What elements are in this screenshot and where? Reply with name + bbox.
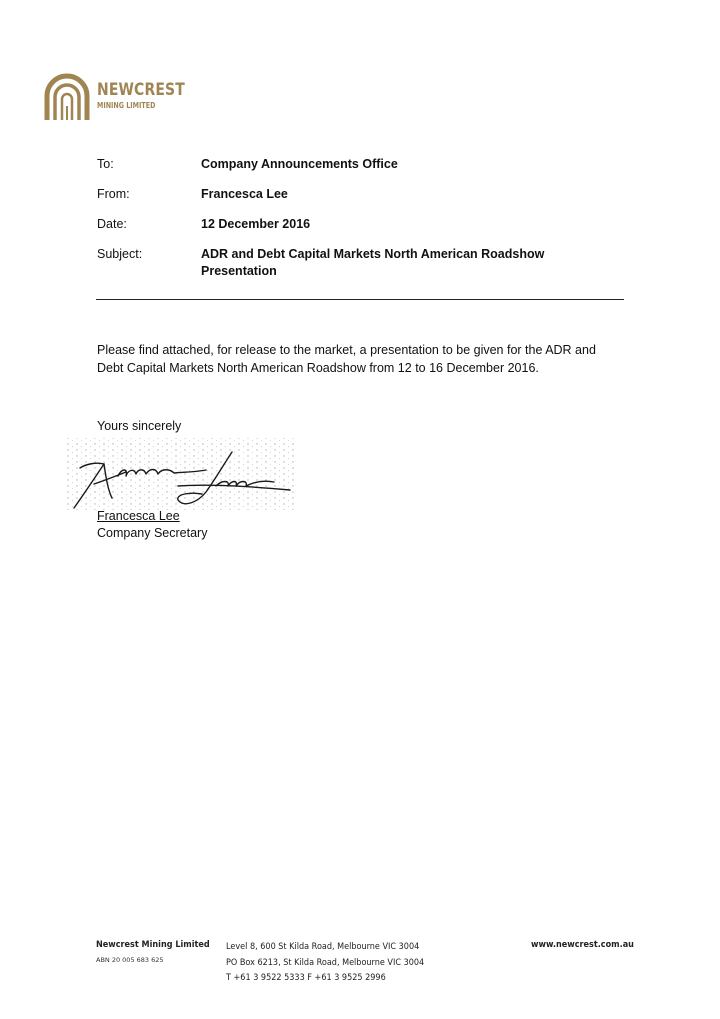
body-paragraph: Please find attached, for release to the market, a presentation to be given for the ADR and Debt Capital Markets North American Roadshow from 12 to 16 December 2016.	[97, 343, 596, 375]
logo-wordmark: NEWCREST	[97, 80, 185, 100]
signatory-name: Francesca Lee	[97, 509, 180, 523]
from-value: Francesca Lee	[201, 187, 288, 201]
footer-website-link[interactable]: www.newcrest.com.au	[531, 940, 634, 950]
footer-address-line: PO Box 6213, St Kilda Road, Melbourne VIC 3004	[226, 957, 425, 968]
company-logo	[42, 70, 185, 122]
footer-company: Newcrest Mining Limited	[96, 940, 210, 950]
closing: Yours sincerely	[97, 419, 182, 433]
subject-value: ADR and Debt Capital Markets North American Roadshow Presentation	[201, 247, 545, 278]
logo-subtitle: MINING LIMITED	[97, 101, 156, 110]
subject-label: Subject:	[97, 247, 143, 261]
date-value: 12 December 2016	[201, 217, 311, 231]
from-label: From:	[97, 187, 130, 201]
signatory-title: Company Secretary	[97, 526, 208, 540]
handwritten-signature	[66, 436, 296, 512]
date-label: Date:	[97, 217, 127, 231]
footer-abn: ABN 20 005 683 625	[96, 956, 164, 964]
footer-phone-line: T +61 3 9522 5333 F +61 3 9525 2996	[226, 973, 386, 983]
newcrest-arch-icon	[42, 70, 94, 122]
footer-address	[226, 940, 424, 987]
to-value: Company Announcements Office	[201, 157, 398, 171]
header-divider	[96, 299, 624, 300]
footer-address-line: Level 8, 600 St Kilda Road, Melbourne VIC 3004	[226, 942, 420, 952]
to-label: To:	[97, 157, 114, 171]
